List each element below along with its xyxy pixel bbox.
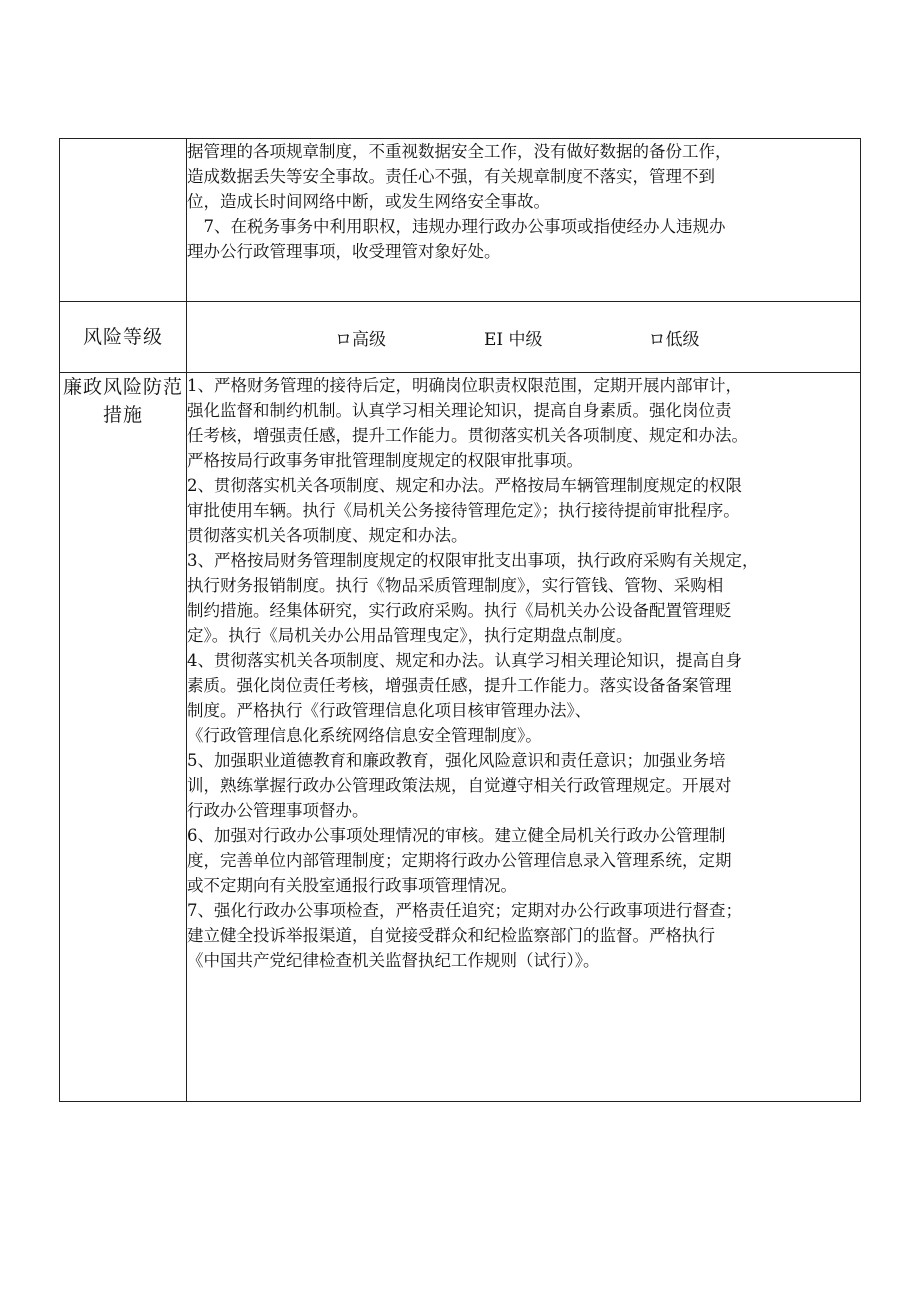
text-line: 造成数据丢失等安全事故。责任心不强，有关规章制度不落实，管理不到: [187, 167, 715, 186]
table-row-measures: [60, 373, 861, 1102]
text-line: 《行政管理信息化系统网络信息安全管理制度》。: [187, 726, 542, 745]
text-line: 7、强化行政办公事项检查，严格责任追究；定期对办公行政事项进行督查；: [187, 901, 742, 920]
text-line: 理办公行政管理事项，收受理管对象好处。: [187, 242, 501, 261]
text-line: 执行财务报销制度。执行《物品采质管理制度》，实行管钱、管物、采购相: [187, 576, 724, 595]
text-line: 建立健全投诉举报渠道，自觉接受群众和纪检监察部门的监督。严格执行: [187, 926, 715, 945]
text-line: 严格按局行政事务审批管理制度规定的权限审批事项。: [187, 451, 583, 470]
risk-level-label: 风险等级: [60, 302, 187, 373]
text-line: 据管理的各项规章制度，不重视数据安全工作，没有做好数据的备份工作，: [187, 142, 732, 161]
text-line: 训，熟练掌握行政办公管理政策法规，自觉遵守相关行政管理规定。开展对: [187, 776, 732, 795]
measures-content: [187, 373, 861, 1102]
text-line: 《中国共产党纪律检查机关监督执纪工作规则（试行）》。: [187, 951, 600, 970]
text-line: 度，完善单位内部管理制度；定期将行政办公管理信息录入管理系统，定期: [187, 851, 732, 870]
text-line: 5、加强职业道德教育和廉政教育，强化风险意识和责任意识；加强业务培: [187, 751, 726, 770]
risk-option-high[interactable]: ロ高级: [335, 329, 386, 350]
text-line: 3、严格按局财务管理制度规定的权限审批支出事项，执行政府采购有关规定，: [187, 551, 759, 570]
measures-label: [60, 373, 187, 1102]
text-line: 素质。强化岗位责任考核，增强责任感，提升工作能力。落实设备备案管理: [187, 676, 732, 695]
risk-level-options: [187, 302, 861, 373]
continued-risk-description: [187, 139, 861, 302]
text-line: 审批使用车辆。执行《局机关公务接待管理危定》；执行接待提前审批程序。: [187, 501, 740, 520]
risk-table: [59, 138, 861, 1102]
text-line: 制约措施。经集体研究，实行政府采购。执行《局机关办公设备配置管理贬: [187, 601, 732, 620]
text-line: 行政办公管理事项督办。: [187, 801, 369, 820]
text-line: 2、贯彻落实机关各项制度、规定和办法。严格按局车辆管理制度规定的权限: [187, 476, 742, 495]
text-line: 7、在税务事务中利用职权，违规办理行政办公事项或指使经办人违规办: [187, 217, 726, 236]
text-line: 4、贯彻落实机关各项制度、规定和办法。认真学习相关理论知识，提高自身: [187, 651, 742, 670]
text-line: 1、严格财务管理的接待后定，明确岗位职责权限范围，定期开展内部审计，: [187, 376, 742, 395]
risk-option-low[interactable]: ロ低级: [648, 329, 700, 350]
table-row-risk-level: [60, 302, 861, 373]
text-line: 任考核，增强责任感，提升工作能力。贯彻落实机关各项制度、规定和办法。: [187, 426, 748, 445]
text-line: 制度。严格执行《行政管理信息化项目核审管理办法》、: [187, 701, 592, 720]
text-line: 或不定期向有关股室通报行政事项管理情况。: [187, 876, 517, 895]
measures-label-text: 廉政风险防范措施: [62, 376, 183, 426]
text-line: 定》。执行《局机关办公用品管理曳定》，执行定期盘点制度。: [187, 626, 633, 645]
table-row-continued: [60, 139, 861, 302]
text-line: 强化监督和制约机制。认真学习相关理论知识，提高自身素质。强化岗位责: [187, 401, 732, 420]
risk-option-medium[interactable]: EI 中级: [484, 329, 543, 350]
text-line: 位，造成长时间网络中断，或发生网络安全事故。: [187, 192, 550, 211]
text-line: 6、加强对行政办公事项处理情况的审核。建立健全局机关行政办公管理制: [187, 826, 726, 845]
text-line: 贯彻落实机关各项制度、规定和办法。: [187, 526, 468, 545]
empty-label-cell: [60, 139, 187, 302]
